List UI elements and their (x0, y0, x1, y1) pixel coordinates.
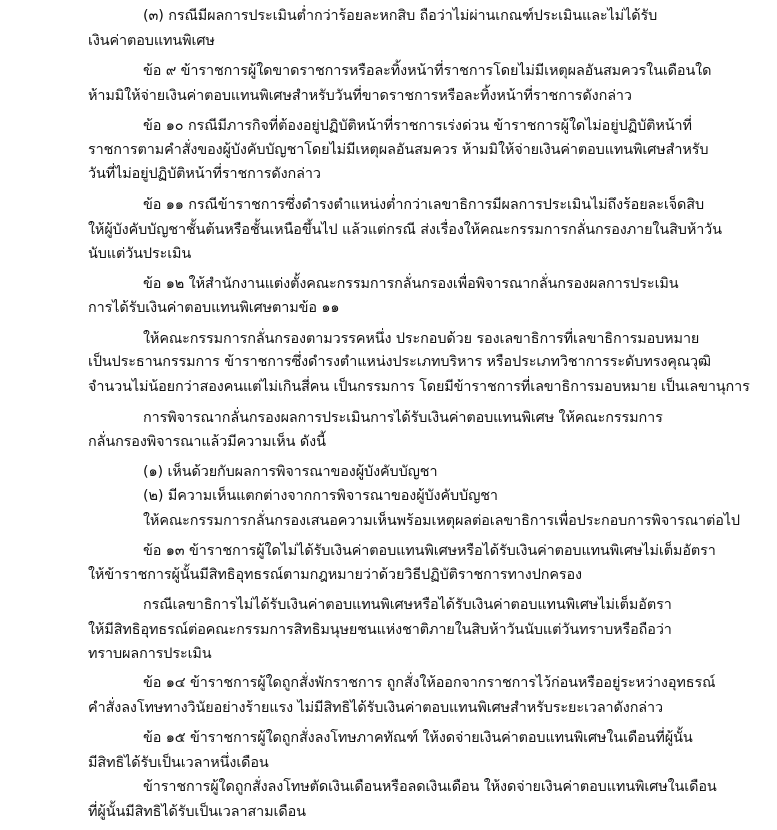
text-line: เงินค่าตอบแทนพิเศษ (88, 32, 215, 49)
text-line: ทราบผลการประเมิน (88, 645, 212, 662)
text-line: ข้อ ๑๓ ข้าราชการผู้ใดไม่ได้รับเงินค่าตอบแทนพิเศษหรือได้รับเงินค่าตอบแทนพิเศษไม่เต็มอัตรา (143, 542, 716, 559)
text-line: (๑) เห็นด้วยกับผลการพิจารณาของผู้บังคับบัญชา (143, 464, 438, 481)
text-line: การพิจารณากลั่นกรองผลการประเมินการได้รับเงินค่าตอบแทนพิเศษ ให้คณะกรรมการ (143, 409, 663, 426)
text-line: คำสั่งลงโทษทางวินัยอย่างร้ายแรง ไม่มีสิทธิได้รับเงินค่าตอบแทนพิเศษสำหรับระยะเวลาดังกล่าว (88, 700, 663, 717)
text-line: (๒) มีความเห็นแตกต่างจากการพิจารณาของผู้บังคับบัญชา (143, 488, 498, 505)
text-line: กลั่นกรองพิจารณาแล้วมีความเห็น ดังนี้ (88, 433, 326, 450)
text-line: ข้อ ๑๒ ให้สำนักงานแต่งตั้งคณะกรรมการกลั่นกรองเพื่อพิจารณากลั่นกรองผลการประเมิน (143, 276, 679, 293)
text-line: ราชการตามคำสั่งของผู้บังคับบัญชาโดยไม่มีเหตุผลอันสมควร ห้ามมิให้จ่ายเงินค่าตอบแทนพิเศษสำหรับ (88, 142, 709, 159)
text-line: นับแต่วันประเมิน (88, 245, 192, 262)
text-line: ข้าราชการผู้ใดถูกสั่งลงโทษตัดเงินเดือนหรือลดเงินเดือน ให้งดจ่ายเงินค่าตอบแทนพิเศษในเดือน (143, 779, 717, 796)
text-line: เป็นประธานกรรมการ ข้าราชการซึ่งดำรงตำแหน่งประเภทบริหาร หรือประเภทวิชาการระดับทรงคุณวุฒิ (88, 354, 711, 371)
text-line: กรณีเลขาธิการไม่ได้รับเงินค่าตอบแทนพิเศษหรือได้รับเงินค่าตอบแทนพิเศษไม่เต็มอัตรา (143, 597, 672, 614)
text-line: ให้คณะกรรมการกลั่นกรองเสนอความเห็นพร้อมเหตุผลต่อเลขาธิการเพื่อประกอบการพิจารณาต่อไป (143, 513, 740, 529)
text-line: ห้ามมิให้จ่ายเงินค่าตอบแทนพิเศษสำหรับวันที่ขาดราชการหรือละทิ้งหน้าที่ราชการดังกล่าว (88, 88, 632, 105)
text-line: ที่ผู้นั้นมีสิทธิได้รับเป็นเวลาสามเดือน (88, 804, 306, 821)
text-line: ข้อ ๑๔ ข้าราชการผู้ใดถูกสั่งพักราชการ ถูกสั่งให้ออกจากราชการไว้ก่อนหรืออยู่ระหว่างอุทธรณ์ (143, 675, 716, 692)
text-line: ข้อ ๑๕ ข้าราชการผู้ใดถูกสั่งลงโทษภาคทัณฑ์ ให้งดจ่ายเงินค่าตอบแทนพิเศษในเดือนที่ผู้นั้น (143, 729, 693, 746)
text-line: ให้ผู้บังคับบัญชาชั้นต้นหรือชั้นเหนือขึ้นไป แล้วแต่กรณี ส่งเรื่องให้คณะกรรมการกลั่นกรองภายในสิบห้าวัน (88, 221, 722, 238)
text-line: ให้ข้าราชการผู้นั้นมีสิทธิอุทธรณ์ตามกฎหมายว่าด้วยวิธีปฏิบัติราชการทางปกครอง (88, 567, 582, 584)
text-line: ให้มีสิทธิอุทธรณ์ต่อคณะกรรมการสิทธิมนุษยชนแห่งชาติภายในสิบห้าวันนับแต่วันทราบหรือถือว่า (88, 621, 672, 638)
text-line: ข้อ ๙ ข้าราชการผู้ใดขาดราชการหรือละทิ้งหน้าที่ราชการโดยไม่มีเหตุผลอันสมควรในเดือนใด (143, 63, 712, 80)
text-line: จำนวนไม่น้อยกว่าสองคนแต่ไม่เกินสี่คน เป็นกรรมการ โดยมีข้าราชการที่เลขาธิการมอบหมาย เป็นเลขานุการ (88, 379, 750, 396)
text-line: (๓) กรณีมีผลการประเมินต่ำกว่าร้อยละหกสิบ ถือว่าไม่ผ่านเกณฑ์ประเมินและไม่ได้รับ (143, 7, 658, 24)
text-line: วันที่ไม่อยู่ปฏิบัติหน้าที่ราชการดังกล่าว (88, 166, 321, 183)
text-line: มีสิทธิได้รับเป็นเวลาหนึ่งเดือน (88, 754, 269, 771)
text-line: การได้รับเงินค่าตอบแทนพิเศษตามข้อ ๑๑ (88, 300, 340, 317)
text-line: ให้คณะกรรมการกลั่นกรองตามวรรคหนึ่ง ประกอบด้วย รองเลขาธิการที่เลขาธิการมอบหมาย (143, 330, 700, 347)
text-line: ข้อ ๑๐ กรณีมีภารกิจที่ต้องอยู่ปฏิบัติหน้าที่ราชการเร่งด่วน ข้าราชการผู้ใดไม่อยู่ปฏิบัติหน้าที่ (143, 117, 692, 134)
text-line: ข้อ ๑๑ กรณีข้าราชการซึ่งดำรงตำแหน่งต่ำกว่าเลขาธิการมีผลการประเมินไม่ถึงร้อยละเจ็ดสิบ (143, 196, 705, 213)
